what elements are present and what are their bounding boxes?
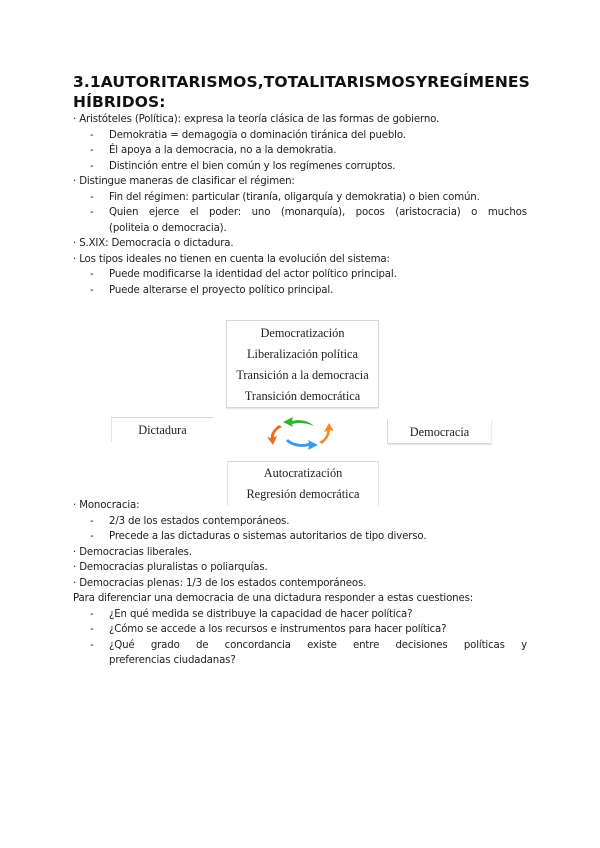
- bullet-dot: ·: [73, 176, 80, 187]
- bullet-democracias-pluralistas: [73, 560, 527, 576]
- dash-marker: -: [90, 129, 94, 141]
- sub-item-line-1: [109, 638, 527, 654]
- sub-item-text: Fin del régimen: particular (tiranía, oligarquía y demokratia) o bien común.: [109, 191, 480, 203]
- word: concordancia: [224, 639, 291, 651]
- sub-item: [73, 529, 527, 545]
- bullet-text: Democracias plenas: 1/3 de los estados contemporáneos.: [79, 577, 367, 589]
- bullet-text: S.XIX: Democracia o dictadura.: [79, 238, 234, 249]
- sub-item-line-2: (politeia o democracia).: [109, 222, 227, 234]
- sub-item-text: ¿Cómo se accede a los recursos e instrumentos para hacer política?: [109, 624, 447, 635]
- dash-marker: -: [90, 515, 94, 527]
- word: pocos: [355, 207, 385, 218]
- bullet-sxix: [73, 236, 527, 252]
- box-label: Transición democrática: [244, 389, 361, 403]
- word: o: [471, 207, 478, 218]
- title-word: Y: [415, 73, 428, 91]
- sub-item-wrapped: [73, 205, 527, 236]
- bullet-text: Democracias pluralistas o poliarquías.: [79, 562, 268, 573]
- box-label: Transición a la democracia: [236, 368, 369, 382]
- bullet-dot: ·: [73, 253, 80, 265]
- title-line-1: [73, 72, 530, 92]
- sub-item-line-2: preferencias ciudadanas?: [109, 655, 236, 666]
- word: ejerce: [148, 207, 180, 218]
- box-label: Liberalización política: [247, 347, 358, 361]
- bullet-aristoteles: [73, 112, 527, 128]
- dash-marker: -: [90, 639, 94, 651]
- dash-marker: -: [90, 191, 94, 203]
- box-label: Democratización: [260, 326, 345, 340]
- democratization-box: [226, 320, 379, 408]
- title-word: 3.1: [73, 73, 101, 91]
- bullet-dot: ·: [73, 562, 80, 573]
- sub-item-text: Él apoya a la democracia, no a la demokratia.: [109, 145, 337, 156]
- bullet-dot: ·: [73, 500, 80, 511]
- dash-marker: -: [90, 608, 94, 620]
- bullet-text: Democracias liberales.: [79, 546, 192, 558]
- sub-item-text: Precede a las dictaduras o sistemas autoritarios de tipo diverso.: [109, 531, 427, 542]
- sub-item-text: Distinción entre el bien común y los regímenes corruptos.: [109, 160, 396, 172]
- title-word: AUTORITARISMOS,: [100, 73, 264, 91]
- dash-marker: -: [90, 531, 94, 542]
- dash-marker: -: [90, 145, 94, 156]
- word: existe: [307, 639, 337, 651]
- bullet-dot: ·: [73, 546, 80, 558]
- bullet-dot: ·: [73, 114, 80, 125]
- sub-item-text: Demokratia = demagogia o dominación tiránica del pueblo.: [109, 129, 406, 141]
- sub-item-wrapped: [73, 638, 527, 669]
- section-title: [73, 72, 530, 112]
- word: y: [521, 639, 527, 651]
- dictadura-box: Dictadura: [111, 417, 213, 442]
- word: el: [189, 207, 199, 218]
- bullet-text: Aristóteles (Política): expresa la teoría clásica de las formas de gobierno.: [79, 114, 440, 125]
- sub-item-text: 2/3 de los estados contemporáneos.: [109, 515, 290, 527]
- title-word: TOTALITARISMOS: [263, 73, 416, 91]
- word: (monarquía),: [280, 207, 346, 218]
- dash-marker: -: [90, 624, 94, 635]
- sub-item: [73, 143, 527, 159]
- word: muchos: [487, 207, 527, 218]
- sub-item: [73, 190, 527, 206]
- dash-marker: -: [90, 284, 94, 296]
- sub-item: [73, 159, 527, 175]
- dash-marker: -: [90, 160, 94, 172]
- box-label: Autocratización: [263, 466, 343, 480]
- bullet-text: Monocracia:: [79, 500, 140, 511]
- sub-item: [73, 607, 527, 623]
- word: entre: [353, 639, 380, 651]
- sub-item: [73, 622, 527, 638]
- word: uno: [251, 207, 271, 218]
- bullet-text: Distingue maneras de clasificar el régimen:: [79, 176, 295, 187]
- bullet-text: Los tipos ideales no tienen en cuenta la evolución del sistema:: [79, 253, 390, 265]
- word: ¿Qué: [109, 639, 135, 651]
- bullet-clasificar-regimen: [73, 174, 527, 190]
- bullet-democracias-plenas: [73, 576, 527, 592]
- word: (aristocracia): [395, 207, 461, 218]
- sub-item-text: Puede modificarse la identidad del actor político principal.: [109, 269, 397, 280]
- bullet-democracias-liberales: [73, 545, 527, 561]
- dash-marker: -: [90, 269, 94, 280]
- word: grado: [150, 639, 180, 651]
- sub-item-text: Puede alterarse el proyecto político principal.: [109, 284, 334, 296]
- word: de: [195, 639, 209, 651]
- word: poder:: [209, 207, 242, 218]
- title-word: REGÍMENES: [427, 73, 530, 91]
- word: Quien: [109, 207, 139, 218]
- bullet-dot: ·: [73, 577, 80, 589]
- dash-marker: -: [90, 207, 94, 218]
- democracia-box: Democracia: [387, 419, 491, 444]
- sub-item: [73, 283, 527, 299]
- bullet-dot: ·: [73, 238, 80, 249]
- sub-item: [73, 128, 527, 144]
- sub-item-text: ¿En qué medida se distribuye la capacidad de hacer política?: [109, 608, 413, 620]
- title-line-2: HÍBRIDOS:: [73, 93, 166, 111]
- sub-item-line-1: [109, 205, 527, 221]
- sub-item: [73, 267, 527, 283]
- bullet-tipos-ideales: [73, 252, 527, 268]
- box-label: Regresión democrática: [246, 487, 360, 501]
- paragraph-diferenciar: Para diferenciar una democracia de una dictadura responder a estas cuestiones:: [73, 593, 474, 604]
- word: políticas: [463, 639, 505, 651]
- sub-item: [73, 514, 527, 530]
- autocratization-box: [227, 461, 379, 506]
- word: decisiones: [395, 639, 448, 651]
